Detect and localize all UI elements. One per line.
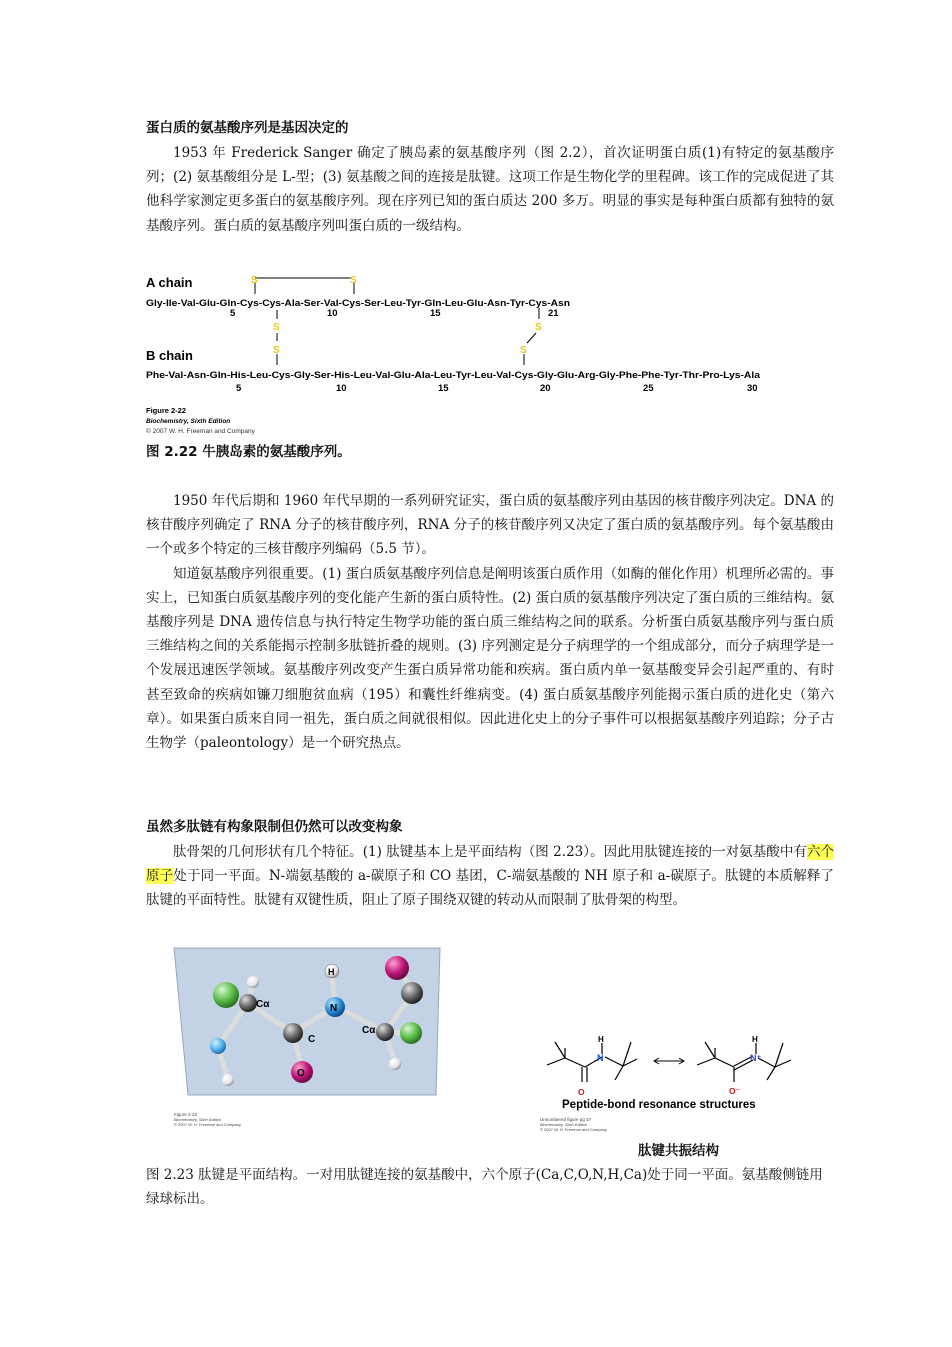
resonance-left-bonds [547, 1042, 637, 1082]
res-h-label-2: H [752, 1035, 758, 1044]
figure-credit-publisher: © 2007 W. H. Freeman and Company [174, 1122, 241, 1127]
a-residue-number: 21 [548, 308, 559, 319]
h-atom-label: H [328, 967, 335, 977]
nitrogen-atom-left [210, 1038, 226, 1054]
figure-2-22 [146, 268, 834, 440]
a-residue-number: 5 [230, 308, 236, 319]
sulfur-label: S [273, 345, 280, 356]
a-chain-sequence: Gly-Ile-Val-Glu-Gln-Cys-Cys-Ala-Ser-Val-Cys-Ser-Leu-Tyr-Gln-Leu-Glu-Asn-Tyr-Cys-Asn [146, 298, 571, 308]
c-atom-label: C [308, 1034, 316, 1045]
oxygen-atom [385, 956, 409, 980]
side-chain-atom [213, 982, 239, 1008]
figure-credit-number: Figure 2-23 [174, 1112, 198, 1117]
peptide-plane-model [168, 945, 460, 1130]
paragraph-3: 知道氨基酸序列很重要。(1) 蛋白质氨基酸序列信息是阐明该蛋白质作用（如酶的催化作用）机理所必需的。事实上，已知蛋白质氨基酸序列的变化能产生新的蛋白质特性。(2) 蛋白质的氨基酸序列决定了蛋白质的三维结构。氨基酸序列是 DNA 遗传信息与执行特定生物学功能的蛋白质三维结构之间的联系。分析蛋白质氨基酸序列与蛋白质三维结构之间的关系能揭示控制多肽链折叠的规则。(3) 序列测定是分子病理学的一个组成部分，而分子病理学是一个发展迅速医学领域。氨基酸序列改变产生蛋白质异常功能和疾病。蛋白质内单一氨基酸变异会引起严重的、有时甚至致命的疾病如镰刀细胞贫血病（195）和囊性纤维病变。(4) 蛋白质氨基酸序列能揭示蛋白质的进化史（第六章）。如果蛋白质来自同一祖先，蛋白质之间就很相似。因此进化史上的分子事件可以根据氨基酸序列追踪；分子古生物学（paleontology）是一个研究热点。 [146, 565, 834, 752]
resonance-arrow [654, 1058, 684, 1064]
n-atom-label: N [330, 1003, 338, 1014]
alpha-carbon-2 [376, 1023, 394, 1041]
paragraph-2: 1950 年代后期和 1960 年代早期的一系列研究证实，蛋白质的氨基酸序列由基因的核苷酸序列决定。DNA 的核苷酸序列确定了 RNA 分子的核苷酸序列，RNA 分子的核苷酸序列又决定了蛋白质的氨基酸序列。每个氨基酸由一个或多个特定的三核苷酸序列编码（5.5 节）。 [146, 493, 834, 558]
paragraph-4-start: 肽骨架的几何形状有几个特征。(1) 肽键基本上是平面结构（图 2.23）。因此用肽键连接的一对氨基酸中有 [173, 844, 807, 860]
res-n-label: N [597, 1053, 604, 1063]
b-residue-number: 30 [747, 383, 758, 394]
b-chain-sequence: Phe-Val-Asn-Gln-His-Leu-Cys-Gly-Ser-His-Leu-Val-Glu-Ala-Leu-Tyr-Leu-Val-Cys-Gly-Glu-Arg-Gly-Phe-Phe-Tyr-Thr-Pro-Lys-Ala [146, 370, 761, 380]
paragraph-4 [146, 840, 834, 913]
sulfur-label: S [350, 275, 357, 286]
hydrogen-atom [222, 1074, 234, 1086]
sulfur-label: S [535, 322, 542, 333]
a-residue-number: 15 [430, 308, 441, 319]
a-chain-label: A chain [146, 275, 193, 290]
res-ominus-label: O⁻ [729, 1086, 741, 1096]
insulin-sequence-diagram [146, 268, 834, 440]
b-chain-label: B chain [146, 348, 193, 363]
figure-2-23-peptide-plane [168, 945, 460, 1130]
sulfur-label: S [520, 345, 527, 356]
figure-credit-number: Figure 2-22 [146, 406, 187, 415]
side-chain-atom [400, 1022, 422, 1044]
a-residue-number: 10 [327, 308, 338, 319]
figure-2-22-caption: 图 2.22 牛胰岛素的氨基酸序列。 [146, 444, 351, 460]
b-residue-number: 25 [643, 383, 654, 394]
alpha-carbon-label-1: Cα [256, 999, 270, 1010]
resonance-caption: 肽键共振结构 [638, 1143, 719, 1159]
section-heading-1: 蛋白质的氨基酸序列是基因决定的 [146, 120, 349, 136]
res-o-label: O [578, 1087, 585, 1097]
resonance-credit-number: Unnumbered figure pg 37 [540, 1117, 592, 1122]
figure-credit-book: Biochemistry, Sixth Edition [146, 418, 231, 425]
b-residue-number: 15 [438, 383, 449, 394]
alpha-carbon-1 [239, 994, 257, 1012]
paragraph-1: 1953 年 Frederick Sanger 确定了胰岛素的氨基酸序列（图 2.2），首次证明蛋白质(1)有特定的氨基酸序列；(2) 氨基酸组分是 L-型；(3) 氨基酸之间的连接是肽键。这项工作是生物化学的里程碑。该工作的完成促进了其他科学家测定更多蛋白的氨基酸序列。现在序列已知的蛋白质达 200 多万。明显的事实是每种蛋白质都有独特的氨基酸序列。蛋白质的氨基酸序列叫蛋白质的一级结构。 [146, 145, 834, 234]
figure-2-23-caption: 图 2.23 肽键是平面结构。一对用肽键连接的氨基酸中，六个原子(Ca,C,O,N,H,Ca)处于同一平面。氨基酸侧链用绿球标出。 [146, 1167, 823, 1207]
resonance-right-bonds [697, 1042, 791, 1082]
resonance-credit-book: Biochemistry, Sixth Edition [540, 1122, 588, 1127]
paragraph-4-end: 处于同一平面。N-端氨基酸的 a-碳原子和 CO 基团，C-端氨基酸的 NH 原子和 a-碳原子。肽键的本质解释了肽键的平面特性。肽键有双键性质，阻止了原子围绕双键的转动从而限制了肽骨架的构型。 [146, 868, 835, 909]
resonance-credit-publisher: © 2007 W. H. Freeman and Company [540, 1127, 607, 1132]
o-atom-label: O [297, 1068, 305, 1079]
resonance-title: Peptide-bond resonance structures [562, 1099, 756, 1111]
hydrogen-atom [389, 1058, 401, 1070]
carbonyl-carbon [283, 1023, 303, 1043]
figure-credit-book: Biochemistry, Sixth Edition [174, 1117, 222, 1122]
section-heading-2: 虽然多肽链有构象限制但仍然可以改变构象 [146, 819, 403, 835]
sulfur-label: S [251, 275, 258, 286]
highlighted-text: 六个原子 [146, 844, 835, 885]
sulfur-label: S [273, 322, 280, 333]
hydrogen-atom [247, 976, 259, 988]
resonance-diagram [535, 1030, 815, 1135]
carbon-atom [401, 982, 423, 1004]
res-h-label: H [598, 1035, 604, 1044]
alpha-carbon-label-2: Cα [362, 1025, 376, 1036]
b-residue-number: 20 [540, 383, 551, 394]
interchain-link-2-mid [527, 333, 536, 343]
b-residue-number: 5 [236, 383, 242, 394]
figure-credit-publisher: © 2007 W. H. Freeman and Company [146, 428, 255, 435]
b-residue-number: 10 [336, 383, 347, 394]
figure-resonance-structures [535, 1030, 815, 1135]
res-nplus-label: N⁺ [750, 1053, 762, 1063]
